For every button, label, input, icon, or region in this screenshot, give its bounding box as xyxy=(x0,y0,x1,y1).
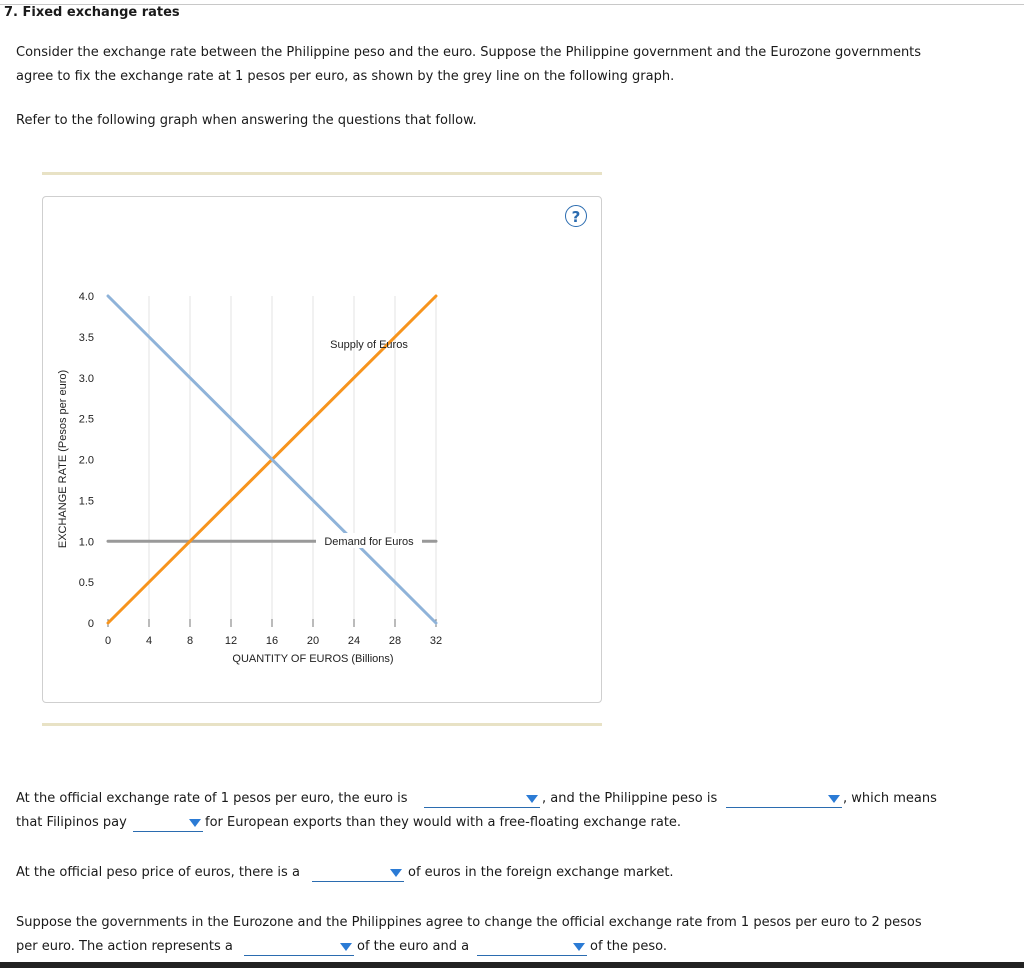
q1-text-4: that Filipinos pay xyxy=(16,815,127,830)
q3-text-1: Suppose the governments in the Eurozone and the Philippines agree to change the official exchange rate from 1 pesos per euro to 2 pesos xyxy=(16,915,922,930)
q3-text-4: of the peso. xyxy=(590,939,668,954)
euro-action-dropdown[interactable] xyxy=(244,940,354,956)
dropdown-arrow-icon xyxy=(526,795,538,803)
bottom-bar xyxy=(0,962,1024,968)
y-tick-label: 3.5 xyxy=(78,331,94,344)
q3-text-2: per euro. The action represents a xyxy=(16,939,233,954)
y-tick-label: 3.0 xyxy=(78,372,94,385)
q1-text-1: At the official exchange rate of 1 pesos per euro, the euro is xyxy=(16,791,408,806)
peso-valuation-dropdown[interactable] xyxy=(726,792,842,808)
question-title: 7. Fixed exchange rates xyxy=(4,5,180,20)
q2-text-2: of euros in the foreign exchange market. xyxy=(408,865,674,880)
q2-text-1: At the official peso price of euros, there is a xyxy=(16,865,300,880)
q1-text-2: , and the Philippine peso is xyxy=(542,791,718,806)
refer-text: Refer to the following graph when answering the questions that follow. xyxy=(16,113,477,128)
y-tick-label: 2.5 xyxy=(78,413,94,426)
y-tick-label: 0.5 xyxy=(78,577,94,590)
dropdown-arrow-icon xyxy=(390,869,402,877)
y-tick-label: 2.0 xyxy=(78,454,94,467)
x-tick-label: 32 xyxy=(429,635,443,647)
intro-line-1: Consider the exchange rate between the Philippine peso and the euro. Suppose the Philippine government and the Eurozone governments xyxy=(16,45,922,60)
y-axis-title: EXCHANGE RATE (Pesos per euro) xyxy=(57,369,69,549)
market-condition-dropdown[interactable] xyxy=(312,866,404,882)
intro-line-2: agree to fix the exchange rate at 1 pesos per euro, as shown by the grey line on the following graph. xyxy=(16,69,675,84)
x-tick-label: 28 xyxy=(388,635,402,647)
y-tick-label: 4.0 xyxy=(78,291,94,303)
dropdown-arrow-icon xyxy=(573,943,585,951)
help-icon[interactable]: ? xyxy=(565,205,587,227)
q3-text-3: of the euro and a xyxy=(357,939,470,954)
x-tick-label: 4 xyxy=(145,635,153,647)
graph-bottom-band xyxy=(42,723,602,726)
x-axis-title: QUANTITY OF EUROS (Billions) xyxy=(232,653,394,665)
euro-valuation-dropdown[interactable] xyxy=(424,792,540,808)
x-tick-label: 24 xyxy=(347,635,361,647)
dropdown-arrow-icon xyxy=(828,795,840,803)
q1-text-3: , which means xyxy=(843,791,937,806)
x-tick-label: 12 xyxy=(224,635,238,647)
peso-action-dropdown[interactable] xyxy=(477,940,587,956)
supply-label: Supply of Euros xyxy=(330,339,408,351)
dropdown-arrow-icon xyxy=(340,943,352,951)
x-tick-label: 0 xyxy=(104,635,112,647)
y-tick-label: 1.0 xyxy=(78,536,94,549)
dropdown-arrow-icon xyxy=(189,819,201,827)
y-tick-label: 1.5 xyxy=(78,495,94,508)
demand-label: Demand for Euros xyxy=(324,536,414,548)
y-tick-label: 0 xyxy=(87,618,94,630)
q1-text-5: for European exports than they would with a free-floating exchange rate. xyxy=(205,815,682,830)
x-tick-label: 16 xyxy=(265,635,279,647)
price-comparison-dropdown[interactable] xyxy=(133,816,203,832)
x-tick-label: 8 xyxy=(186,635,194,647)
x-tick-label: 20 xyxy=(306,635,320,647)
